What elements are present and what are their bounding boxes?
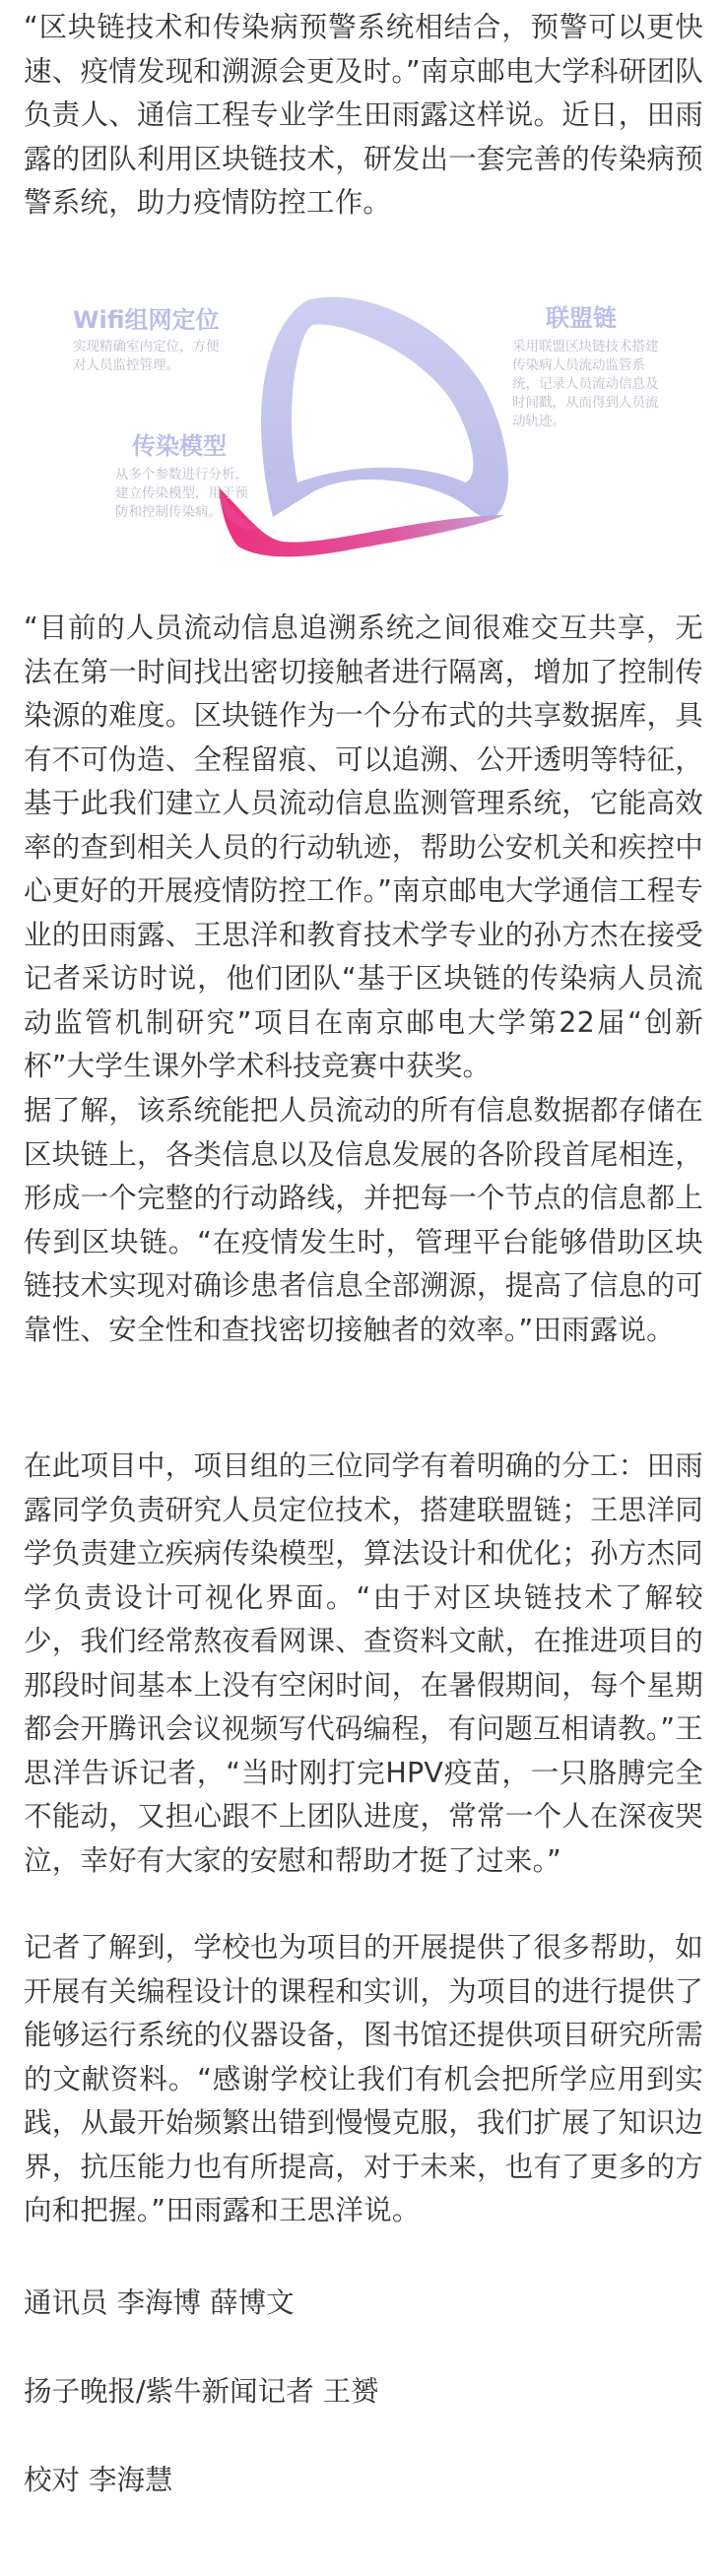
- credit-correspondent: 通讯员 李海博 薛博文: [24, 2286, 295, 2319]
- paragraph-system-function: 据了解，该系统能把人员流动的所有信息数据都存储在区块链上，各类信息以及信息发展的各阶段首尾相连，形成一个完整的行动路线，并把每一个节点的信息都上传到区块链。“在疫情发生时，管理平台能够借助区块链技术实现对确诊患者信息全部溯源，提高了信息的可靠性、安全性和查找密切接触者的效率。”田雨露说。: [24, 1094, 703, 1346]
- paragraph-team-division: 在此项目中，项目组的三位同学有着明确的分工：田雨露同学负责研究人员定位技术，搭建联盟链；王思洋同学负责建立疾病传染模型，算法设计和优化；孙方杰同学负责设计可视化界面。“由于对区块链技术了解较少，我们经常熬夜看网课、查资料文献，在推进项目的那段时间基本上没有空闲时间，在暑假期间，每个星期都会开腾讯会议视频写代码编程，有问题互相请教。”王思洋告诉记者，“当时刚打完HPV疫苗，一只胳膊完全不能动，又担心跟不上团队进度，常常一个人在深夜哭泣，幸好有大家的安慰和帮助才挺了过来。”: [24, 1449, 703, 1877]
- credit-reporter: 扬子晚报/紫牛新闻记者 王赟: [24, 2375, 379, 2408]
- consortium-chain-title: 联盟链: [546, 304, 617, 332]
- consortium-chain-desc: 采用联盟区块链技术搭建传染病人员流动监管系统，记录人员流动信息及时间戳，从而得到人员流动轨迹。: [512, 339, 659, 429]
- infection-model-title: 传染模型: [132, 432, 227, 460]
- wifi-positioning-desc: 实现精确室内定位，方便对人员监控管理。: [73, 339, 220, 373]
- paragraph-intro: “区块链技术和传染病预警系统相结合，预警可以更快速、疫情发现和溯源会更及时。”南京邮电大学科研团队负责人、通信工程专业学生田雨露这样说。近日，田雨露的团队利用区块链技术，研发出一套完善的传染病预警系统，助力疫情防控工作。: [24, 11, 703, 219]
- infection-model-desc: 从多个参数进行分析，建立传染模型，用于预防和控制传染病。: [115, 467, 248, 520]
- system-diagram: [61, 281, 711, 566]
- paragraph-system-intro: “目前的人员流动信息追溯系统之间很难交互共享，无法在第一时间找出密切接触者进行隔离，增加了控制传染源的难度。区块链作为一个分布式的共享数据库，具有不可伪造、全程留痕、可以追溯、公开透明等特征，基于此我们建立人员流动信息监测管理系统，它能高效率的查到相关人员的行动轨迹，帮助公安机关和疾控中心更好的开展疫情防控工作。”南京邮电大学通信工程专业的田雨露、王思洋和教育技术学专业的孙方杰在接受记者采访时说，他们团队“基于区块链的传染病人员流动监管机制研究”项目在南京邮电大学第22届“创新杯”大学生课外学术科技竞赛中获奖。: [24, 612, 703, 1082]
- credit-proofreader: 校对 李海慧: [24, 2464, 173, 2496]
- paragraph-school-support: 记者了解到，学校也为项目的开展提供了很多帮助，如开展有关编程设计的课程和实训，为项目的进行提供了能够运行系统的仪器设备，图书馆还提供项目研究所需的文献资料。“感谢学校让我们有机会把所学应用到实践，从最开始频繁出错到慢慢克服，我们扩展了知识边界，抗压能力也有所提高，对于未来，也有了更多的方向和把握。”田雨露和王思洋说。: [24, 1931, 703, 2226]
- wifi-positioning-title: Wifi组网定位: [73, 306, 220, 334]
